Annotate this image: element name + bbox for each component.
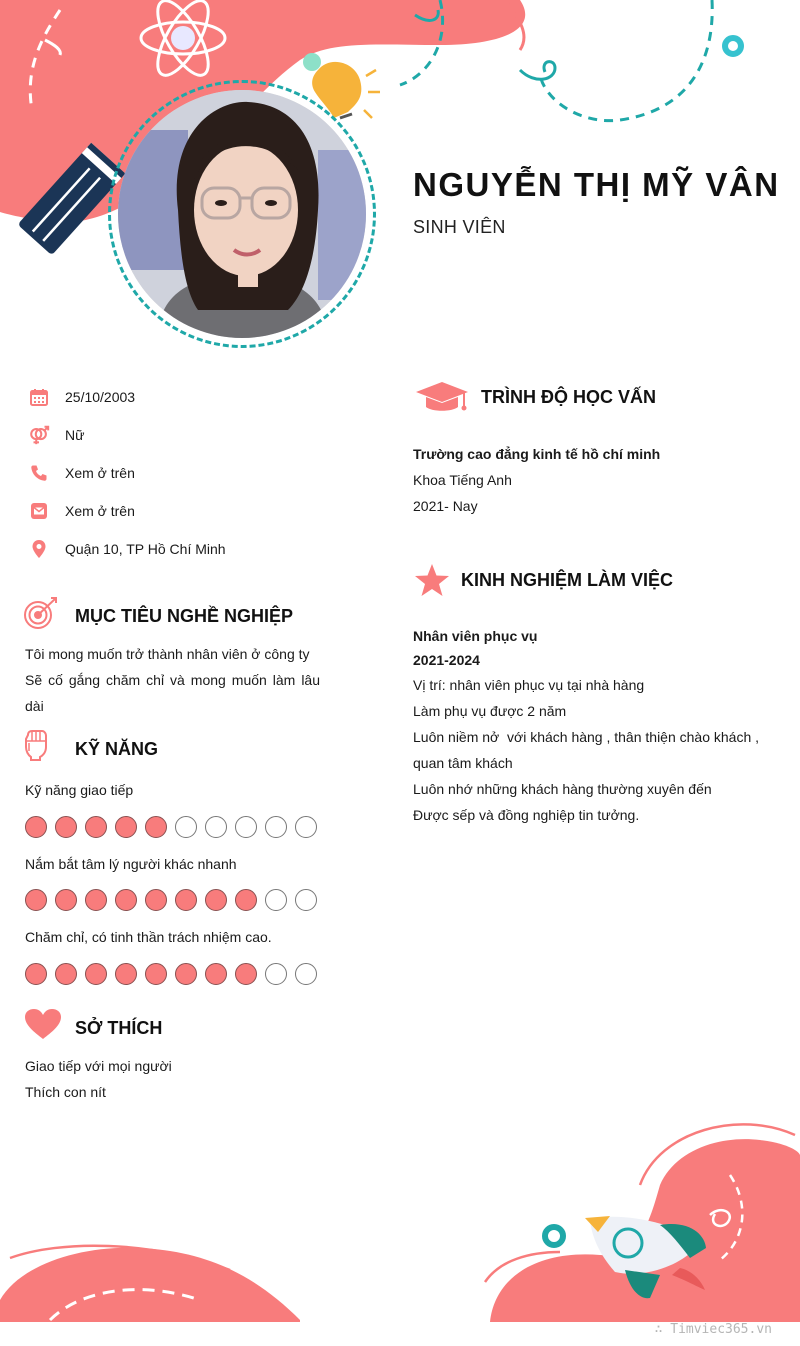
hobbies-title: SỞ THÍCH xyxy=(75,1018,163,1038)
experience-line: Được sếp và đồng nghiệp tin tưởng. xyxy=(413,807,640,823)
graduation-cap-icon xyxy=(414,380,470,419)
fist-icon xyxy=(24,729,48,766)
experience-line: Luôn nhớ những khách hàng thường xuyên đến xyxy=(413,781,712,797)
target-icon xyxy=(23,596,59,635)
rating-dot-empty xyxy=(265,963,287,985)
education-period: 2021- Nay xyxy=(413,498,478,514)
rating-dot-filled xyxy=(115,816,137,838)
calendar-icon xyxy=(28,386,50,408)
rating-dot-filled xyxy=(145,889,167,911)
skill-label: Chăm chỉ, có tinh thần trách nhiệm cao. xyxy=(25,929,272,945)
objective-line: Sẽ cố gắng chăm chỉ và mong muốn làm lâu xyxy=(25,672,320,688)
candidate-role: SINH VIÊN xyxy=(413,217,506,237)
rating-dot-filled xyxy=(205,889,227,911)
rating-dot-filled xyxy=(25,963,47,985)
skills-title: KỸ NĂNG xyxy=(75,739,159,759)
address-value: Quận 10, TP Hồ Chí Minh xyxy=(65,541,226,557)
candidate-name: NGUYỄN THỊ MỸ VÂN xyxy=(413,166,780,203)
education-title: TRÌNH ĐỘ HỌC VẤN xyxy=(481,387,656,407)
rating-dot-filled xyxy=(115,963,137,985)
education-school: Trường cao đẳng kinh tế hồ chí minh xyxy=(413,446,661,462)
rating-dot-filled xyxy=(85,963,107,985)
experience-period: 2021-2024 xyxy=(413,652,480,668)
experience-line: Vị trí: nhân viên phục vụ tại nhà hàng xyxy=(413,677,645,693)
hobby-item: Thích con nít xyxy=(25,1084,106,1100)
profile-photo xyxy=(118,90,366,338)
hobby-item: Giao tiếp với mọi người xyxy=(25,1058,172,1074)
rating-dot-filled xyxy=(175,963,197,985)
rating-dot-empty xyxy=(265,889,287,911)
rating-dot-filled xyxy=(55,963,77,985)
experience-line: quan tâm khách xyxy=(413,755,513,771)
education-major: Khoa Tiếng Anh xyxy=(413,472,512,488)
rating-dot-filled xyxy=(55,816,77,838)
info-gender xyxy=(28,423,84,447)
rating-dot-empty xyxy=(205,816,227,838)
rating-dot-filled xyxy=(145,963,167,985)
objective-line: Tôi mong muốn trở thành nhân viên ở công ty xyxy=(25,646,310,662)
avatar xyxy=(118,90,366,338)
info-birthday xyxy=(28,385,135,409)
watermark: ∴ Timviec365.vn xyxy=(654,1322,772,1337)
experience-line: Làm phụ vụ được 2 năm xyxy=(413,703,567,719)
rating-dot-filled xyxy=(85,889,107,911)
rating-dot-filled xyxy=(205,963,227,985)
experience-job: Nhân viên phục vụ xyxy=(413,628,538,644)
rating-dot-empty xyxy=(295,889,317,911)
rating-dot-filled xyxy=(115,889,137,911)
rating-dot-empty xyxy=(295,816,317,838)
rating-dot-empty xyxy=(235,816,257,838)
birthday-value: 25/10/2003 xyxy=(65,389,136,405)
skill-rating xyxy=(25,963,317,985)
email-icon xyxy=(28,500,50,522)
rating-dot-filled xyxy=(55,889,77,911)
info-email xyxy=(28,499,135,523)
heart-icon xyxy=(24,1008,62,1045)
skill-label: Kỹ năng giao tiếp xyxy=(25,782,134,798)
skill-label: Nắm bắt tâm lý người khác nhanh xyxy=(25,856,237,872)
rating-dot-filled xyxy=(145,816,167,838)
skill-rating xyxy=(25,889,317,911)
rating-dot-filled xyxy=(175,889,197,911)
rating-dot-filled xyxy=(235,963,257,985)
skill-rating xyxy=(25,816,317,838)
gender-value: Nữ xyxy=(65,427,85,443)
rating-dot-filled xyxy=(235,889,257,911)
rating-dot-empty xyxy=(265,816,287,838)
info-phone xyxy=(28,461,135,485)
email-value: Xem ở trên xyxy=(65,503,135,519)
rating-dot-empty xyxy=(295,963,317,985)
objective-title: MỤC TIÊU NGHỀ NGHIỆP xyxy=(75,606,294,626)
phone-icon xyxy=(28,462,50,484)
rating-dot-filled xyxy=(25,889,47,911)
experience-details xyxy=(413,624,783,828)
objective-text xyxy=(25,641,320,719)
location-icon xyxy=(28,538,50,560)
rating-dot-empty xyxy=(175,816,197,838)
objective-line: dài xyxy=(25,698,44,714)
rating-dot-filled xyxy=(85,816,107,838)
hobbies-list xyxy=(25,1053,172,1105)
star-icon xyxy=(414,563,450,602)
experience-line: Luôn niềm nở với khách hàng , thân thiện chào khách , xyxy=(413,729,760,745)
gender-icon xyxy=(28,424,50,446)
education-details xyxy=(413,441,660,519)
experience-title: KINH NGHIỆM LÀM VIỆC xyxy=(461,570,674,590)
info-address xyxy=(28,537,226,561)
rating-dot-filled xyxy=(25,816,47,838)
phone-value: Xem ở trên xyxy=(65,465,135,481)
